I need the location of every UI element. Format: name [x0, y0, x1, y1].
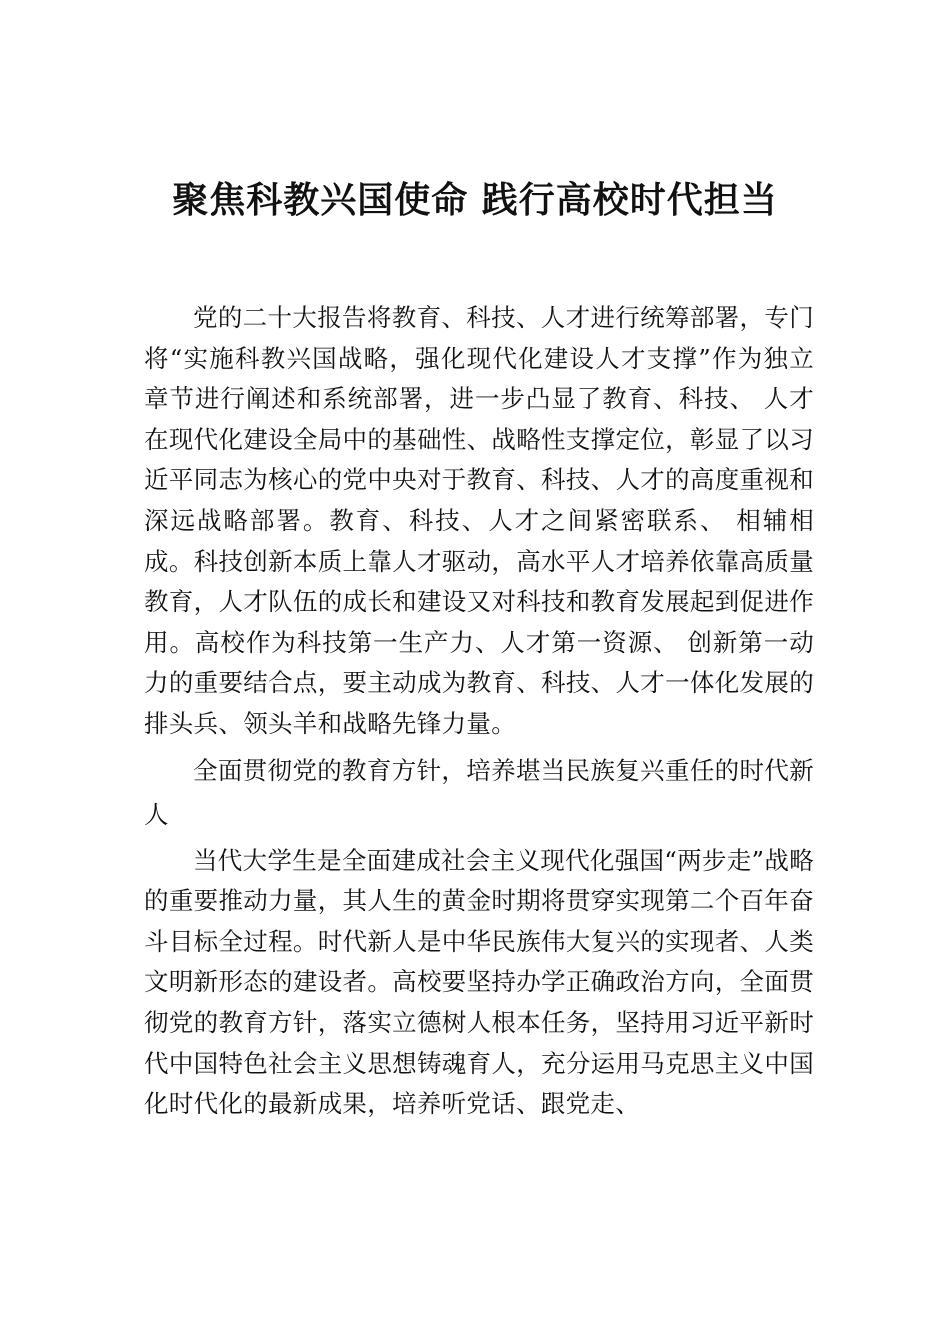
- section-heading: 全面贯彻党的教育方针，培养堪当民族复兴重任的时代新人: [144, 755, 814, 829]
- paragraph-body: 当代大学生是全面建成社会主义现代化强国“两步走”战略的重要推动力量，其人生的黄金时期将贯穿实现第二个百年奋斗目标全过程。时代新人是中华民族伟大复兴的实现者、人类文明新形态的建设者。高校要坚持办学正确政治方向，全面贯彻党的教育方针，落实立德树人根本任务，坚持用习近平新时代中国特色社会主义思想铸魂育人，充分运用马克思主义中国化时代化的最新成果，培养听党话、跟党走、: [144, 845, 814, 1119]
- document-title: 聚焦科教兴国使命 践行高校时代担当: [172, 179, 778, 221]
- paragraph-intro: 党的二十大报告将教育、科技、人才进行统筹部署，专门将“实施科教兴国战略，强化现代化建设人才支撑”作为独立章节进行阐述和系统部署，进一步凸显了教育、科技、 人才在现代化建设全局中的基础性、战略性支撑定位，彰显了以习近平同志为核心的党中央对于教育、科技、人才的高度重视和深远战略部署。教育、科技、人才之间紧密联系、 相辅相成。科技创新本质上靠人才驱动，高水平人才培养依靠高质量教育，人才队伍的成长和建设又对科技和教育发展起到促进作用。高校作为科技第一生产力、人才第一资源、 创新第一动力的重要结合点，要主动成为教育、科技、人才一体化发展的排头兵、领头羊和战略先锋力量。: [144, 303, 814, 738]
- document-body: [144, 298, 814, 1125]
